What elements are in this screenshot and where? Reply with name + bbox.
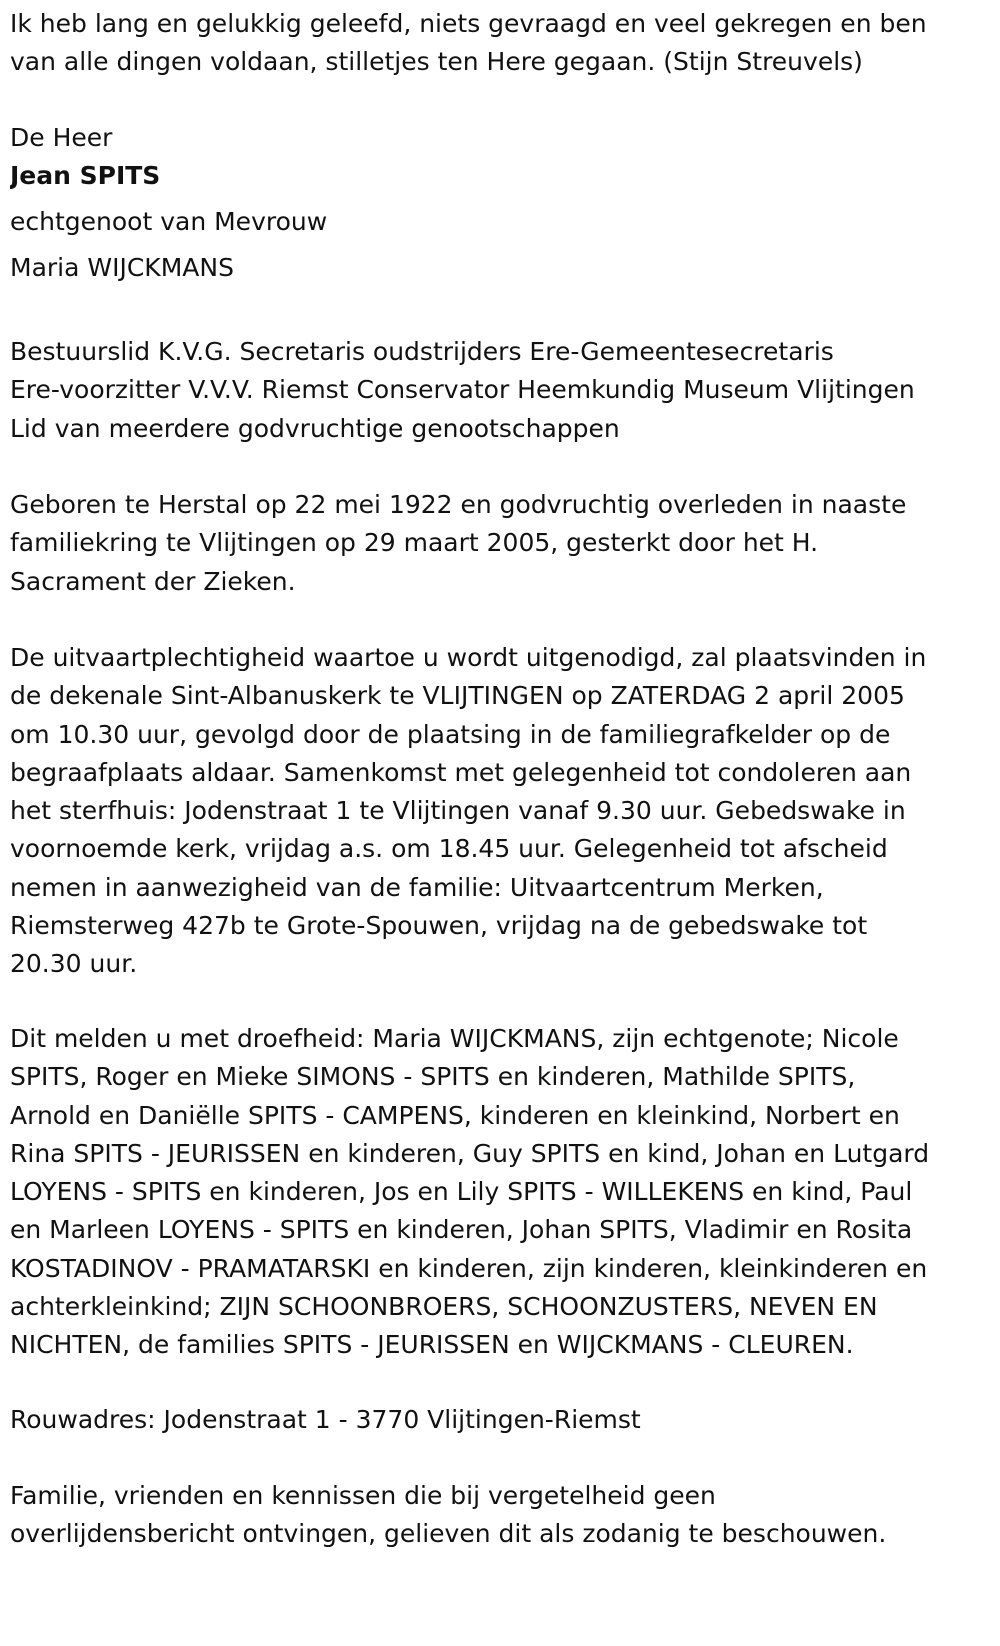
funeral-line: voornoemde kerk, vrijdag a.s. om 18.45 uur. Gelegenheid tot afscheid xyxy=(10,834,888,864)
functions-block xyxy=(10,333,980,448)
funeral-line: het sterfhuis: Jodenstraat 1 te Vlijtingen vanaf 9.30 uur. Gebedswake in xyxy=(10,796,906,826)
funeral-block xyxy=(10,639,980,984)
family-line: SPITS, Roger en Mieke SIMONS - SPITS en kinderen, Mathilde SPITS, xyxy=(10,1062,856,1092)
birth-death-line: familiekring te Vlijtingen op 29 maart 2005, gesterkt door het H. xyxy=(10,528,819,558)
family-line: Arnold en Daniëlle SPITS - CAMPENS, kinderen en kleinkind, Norbert en xyxy=(10,1100,900,1130)
funeral-line: de dekenale Sint-Albanuskerk te VLIJTINGEN op ZATERDAG 2 april 2005 xyxy=(10,681,905,711)
funeral-line: om 10.30 uur, gevolgd door de plaatsing in de familiegrafkelder op de xyxy=(10,719,891,749)
spouse-name: Maria WIJCKMANS xyxy=(10,253,234,283)
funeral-line: Riemsterweg 427b te Grote-Spouwen, vrijdag na de gebedswake tot xyxy=(10,911,868,941)
funeral-line: nemen in aanwezigheid van de familie: Uitvaartcentrum Merken, xyxy=(10,872,824,902)
closing-line: Familie, vrienden en kennissen die bij vergetelheid geen xyxy=(10,1481,716,1510)
family-line: en Marleen LOYENS - SPITS en kinderen, Johan SPITS, Vladimir en Rosita xyxy=(10,1215,913,1245)
family-line: Rina SPITS - JEURISSEN en kinderen, Guy SPITS en kind, Johan en Lutgard xyxy=(10,1138,930,1168)
person-block xyxy=(10,119,980,291)
closing-line: overlijdensbericht ontvingen, gelieven dit als zodanig te beschouwen. xyxy=(10,1519,887,1549)
salutation: De Heer xyxy=(10,123,113,152)
address-block xyxy=(10,1401,980,1439)
quote-line: Ik heb lang en gelukkig geleefd, niets gevraagd en veel gekregen en ben xyxy=(10,9,927,38)
family-line: KOSTADINOV - PRAMATARSKI en kinderen, zijn kinderen, kleinkinderen en xyxy=(10,1253,928,1283)
family-line: Dit melden u met droefheid: Maria WIJCKMANS, zijn echtgenote; Nicole xyxy=(10,1024,899,1053)
relation-text: echtgenoot van Mevrouw xyxy=(10,207,328,237)
funeral-line: 20.30 uur. xyxy=(10,949,138,979)
family-line: LOYENS - SPITS en kinderen, Jos en Lily SPITS - WILLEKENS en kind, Paul xyxy=(10,1177,913,1207)
family-line: achterkleinkind; ZIJN SCHOONBROERS, SCHOONZUSTERS, NEVEN EN xyxy=(10,1292,878,1322)
funeral-line: De uitvaartplechtigheid waartoe u wordt uitgenodigd, zal plaatsvinden in xyxy=(10,643,927,672)
birth-death-line: Sacrament der Zieken. xyxy=(10,566,296,596)
family-block xyxy=(10,1020,980,1365)
birth-death-block xyxy=(10,486,980,601)
functions-line: Bestuurslid K.V.G. Secretaris oudstrijders Ere-Gemeentesecretaris xyxy=(10,337,834,366)
functions-line: Ere-voorzitter V.V.V. Riemst Conservator Heemkundig Museum Vlijtingen xyxy=(10,375,915,405)
mourning-address: Rouwadres: Jodenstraat 1 - 3770 Vlijtingen-Riemst xyxy=(10,1405,641,1434)
birth-death-line: Geboren te Herstal op 22 mei 1922 en godvruchtig overleden in naaste xyxy=(10,490,907,519)
quote-line: van alle dingen voldaan, stilletjes ten Here gegaan. (Stijn Streuvels) xyxy=(10,47,863,77)
functions-line: Lid van meerdere godvruchtige genootschappen xyxy=(10,413,620,443)
funeral-line: begraafplaats aldaar. Samenkomst met gelegenheid tot condoleren aan xyxy=(10,757,912,787)
closing-block xyxy=(10,1477,980,1554)
quote-block xyxy=(10,5,980,82)
family-line: NICHTEN, de families SPITS - JEURISSEN en WIJCKMANS - CLEUREN. xyxy=(10,1330,854,1360)
deceased-name: Jean SPITS xyxy=(10,161,161,191)
